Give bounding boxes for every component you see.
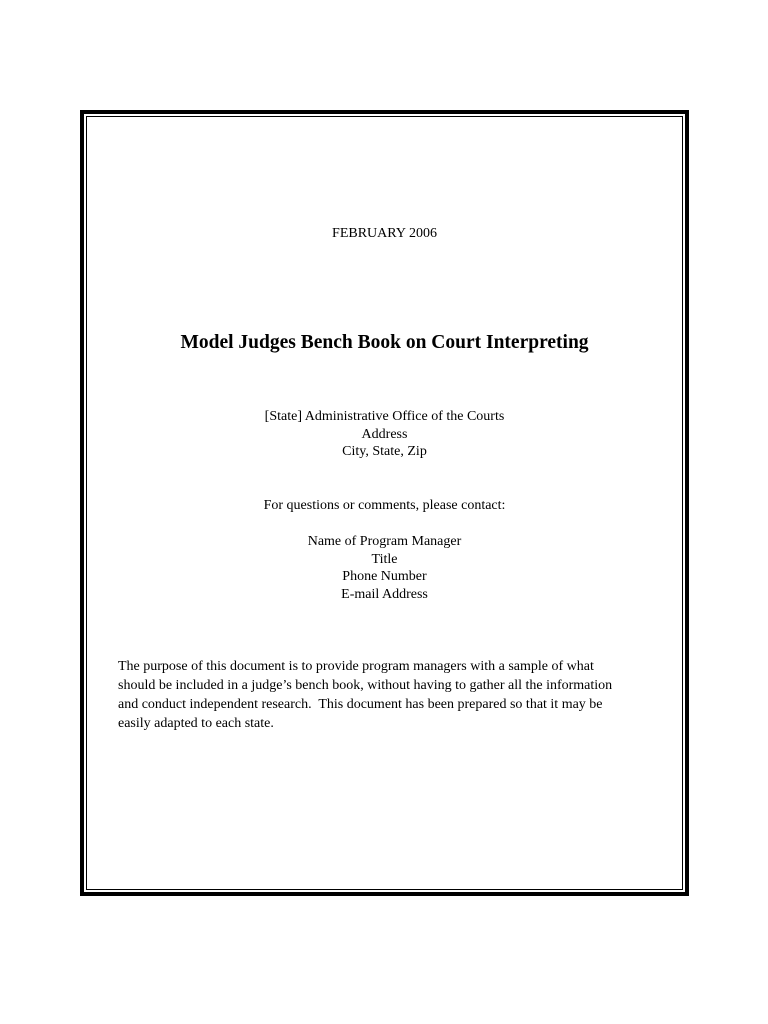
purpose-line: easily adapted to each state. xyxy=(118,716,274,731)
contact-name: Name of Program Manager xyxy=(307,534,462,549)
office-address: Address xyxy=(361,426,408,442)
office-address-block xyxy=(86,408,683,461)
office-name: [State] Administrative Office of the Courts xyxy=(264,409,505,424)
office-city-state-zip: City, State, Zip xyxy=(342,444,427,459)
purpose-line: and conduct independent research. This document has been prepared so that it may be xyxy=(118,697,603,712)
contact-email: E-mail Address xyxy=(341,586,428,602)
contact-phone: Phone Number xyxy=(342,569,427,584)
purpose-line: The purpose of this document is to provide program managers with a sample of what xyxy=(118,659,594,674)
document-title: Model Judges Bench Book on Court Interpreting xyxy=(180,332,589,353)
purpose-line: should be included in a judge’s bench book, without having to gather all the information xyxy=(118,678,613,693)
purpose-paragraph xyxy=(118,657,658,733)
contact-block xyxy=(86,533,683,603)
document-date: FEBRUARY 2006 xyxy=(332,226,437,241)
contact-title: Title xyxy=(371,551,398,567)
contact-intro: For questions or comments, please contact: xyxy=(263,498,506,513)
